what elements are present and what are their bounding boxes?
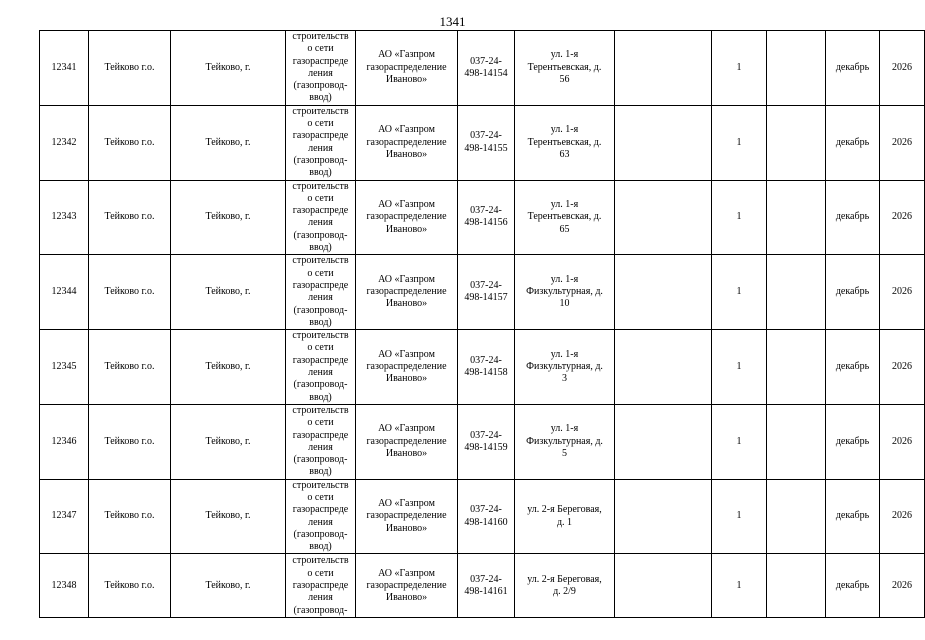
- month-cell: декабрь: [826, 105, 880, 180]
- code-cell: 037-24- 498-14159: [458, 404, 515, 479]
- quantity-cell: 1: [712, 31, 767, 106]
- code-cell: 037-24- 498-14161: [458, 554, 515, 617]
- month-cell: декабрь: [826, 554, 880, 617]
- locality-cell: Тейково, г.: [171, 105, 286, 180]
- year-cell: 2026: [880, 330, 925, 405]
- year-cell: 2026: [880, 404, 925, 479]
- code-cell: 037-24- 498-14155: [458, 105, 515, 180]
- empty-cell: [767, 554, 826, 617]
- month-cell: декабрь: [826, 330, 880, 405]
- organization-cell: АО «Газпром газораспределение Иваново»: [356, 105, 458, 180]
- row-number: 12341: [40, 31, 89, 106]
- code-cell: 037-24- 498-14158: [458, 330, 515, 405]
- code-cell: 037-24- 498-14154: [458, 31, 515, 106]
- organization-cell: АО «Газпром газораспределение Иваново»: [356, 554, 458, 617]
- empty-cell: [615, 404, 712, 479]
- work-type-cell: строительств о сети газораспреде ления (газопровод- ввод): [286, 330, 356, 405]
- quantity-cell: 1: [712, 105, 767, 180]
- table-row: [40, 404, 925, 479]
- row-number: 12346: [40, 404, 89, 479]
- empty-cell: [767, 479, 826, 554]
- quantity-cell: 1: [712, 404, 767, 479]
- locality-cell: Тейково, г.: [171, 554, 286, 617]
- code-cell: 037-24- 498-14156: [458, 180, 515, 255]
- year-cell: 2026: [880, 180, 925, 255]
- empty-cell: [767, 404, 826, 479]
- district-cell: Тейково г.о.: [89, 105, 171, 180]
- empty-cell: [615, 255, 712, 330]
- work-type-cell: строительств о сети газораспреде ления (газопровод- ввод): [286, 479, 356, 554]
- year-cell: 2026: [880, 554, 925, 617]
- table-body: [40, 31, 925, 618]
- work-type-cell: строительств о сети газораспреде ления (газопровод- ввод): [286, 404, 356, 479]
- address-cell: ул. 1-я Физкультурная, д. 5: [515, 404, 615, 479]
- work-type-cell: строительств о сети газораспреде ления (газопровод-: [286, 554, 356, 617]
- work-type-cell: строительств о сети газораспреде ления (газопровод- ввод): [286, 180, 356, 255]
- district-cell: Тейково г.о.: [89, 180, 171, 255]
- month-cell: декабрь: [826, 31, 880, 106]
- empty-cell: [615, 554, 712, 617]
- quantity-cell: 1: [712, 479, 767, 554]
- table-row: [40, 105, 925, 180]
- row-number: 12347: [40, 479, 89, 554]
- work-type-cell: строительств о сети газораспреде ления (газопровод- ввод): [286, 31, 356, 106]
- district-cell: Тейково г.о.: [89, 31, 171, 106]
- locality-cell: Тейково, г.: [171, 330, 286, 405]
- work-type-cell: строительств о сети газораспреде ления (газопровод- ввод): [286, 105, 356, 180]
- locality-cell: Тейково, г.: [171, 180, 286, 255]
- year-cell: 2026: [880, 479, 925, 554]
- empty-cell: [615, 31, 712, 106]
- year-cell: 2026: [880, 105, 925, 180]
- district-cell: Тейково г.о.: [89, 554, 171, 617]
- code-cell: 037-24- 498-14160: [458, 479, 515, 554]
- organization-cell: АО «Газпром газораспределение Иваново»: [356, 330, 458, 405]
- quantity-cell: 1: [712, 330, 767, 405]
- locality-cell: Тейково, г.: [171, 479, 286, 554]
- quantity-cell: 1: [712, 180, 767, 255]
- month-cell: декабрь: [826, 255, 880, 330]
- organization-cell: АО «Газпром газораспределение Иваново»: [356, 404, 458, 479]
- month-cell: декабрь: [826, 180, 880, 255]
- empty-cell: [615, 180, 712, 255]
- district-cell: Тейково г.о.: [89, 255, 171, 330]
- empty-cell: [767, 255, 826, 330]
- quantity-cell: 1: [712, 255, 767, 330]
- locality-cell: Тейково, г.: [171, 255, 286, 330]
- row-number: 12343: [40, 180, 89, 255]
- address-cell: ул. 1-я Физкультурная, д. 10: [515, 255, 615, 330]
- quantity-cell: 1: [712, 554, 767, 617]
- month-cell: декабрь: [826, 404, 880, 479]
- table-row: [40, 255, 925, 330]
- district-cell: Тейково г.о.: [89, 479, 171, 554]
- year-cell: 2026: [880, 31, 925, 106]
- empty-cell: [615, 105, 712, 180]
- empty-cell: [615, 330, 712, 405]
- work-type-cell: строительств о сети газораспреде ления (газопровод- ввод): [286, 255, 356, 330]
- empty-cell: [767, 330, 826, 405]
- address-cell: ул. 1-я Физкультурная, д. 3: [515, 330, 615, 405]
- empty-cell: [767, 180, 826, 255]
- code-cell: 037-24- 498-14157: [458, 255, 515, 330]
- district-cell: Тейково г.о.: [89, 330, 171, 405]
- locality-cell: Тейково, г.: [171, 31, 286, 106]
- table-row: [40, 479, 925, 554]
- table-row: [40, 330, 925, 405]
- table-row: [40, 31, 925, 106]
- empty-cell: [767, 31, 826, 106]
- address-cell: ул. 2-я Береговая, д. 2/9: [515, 554, 615, 617]
- table-row: [40, 180, 925, 255]
- address-cell: ул. 1-я Терентьевская, д. 63: [515, 105, 615, 180]
- locality-cell: Тейково, г.: [171, 404, 286, 479]
- row-number: 12348: [40, 554, 89, 617]
- page-number: 1341: [439, 14, 466, 29]
- organization-cell: АО «Газпром газораспределение Иваново»: [356, 31, 458, 106]
- organization-cell: АО «Газпром газораспределение Иваново»: [356, 479, 458, 554]
- table-row: [40, 554, 925, 617]
- records-table: [39, 30, 925, 618]
- address-cell: ул. 1-я Терентьевская, д. 56: [515, 31, 615, 106]
- organization-cell: АО «Газпром газораспределение Иваново»: [356, 180, 458, 255]
- address-cell: ул. 1-я Терентьевская, д. 65: [515, 180, 615, 255]
- row-number: 12342: [40, 105, 89, 180]
- row-number: 12345: [40, 330, 89, 405]
- year-cell: 2026: [880, 255, 925, 330]
- empty-cell: [767, 105, 826, 180]
- address-cell: ул. 2-я Береговая, д. 1: [515, 479, 615, 554]
- row-number: 12344: [40, 255, 89, 330]
- month-cell: декабрь: [826, 479, 880, 554]
- organization-cell: АО «Газпром газораспределение Иваново»: [356, 255, 458, 330]
- empty-cell: [615, 479, 712, 554]
- district-cell: Тейково г.о.: [89, 404, 171, 479]
